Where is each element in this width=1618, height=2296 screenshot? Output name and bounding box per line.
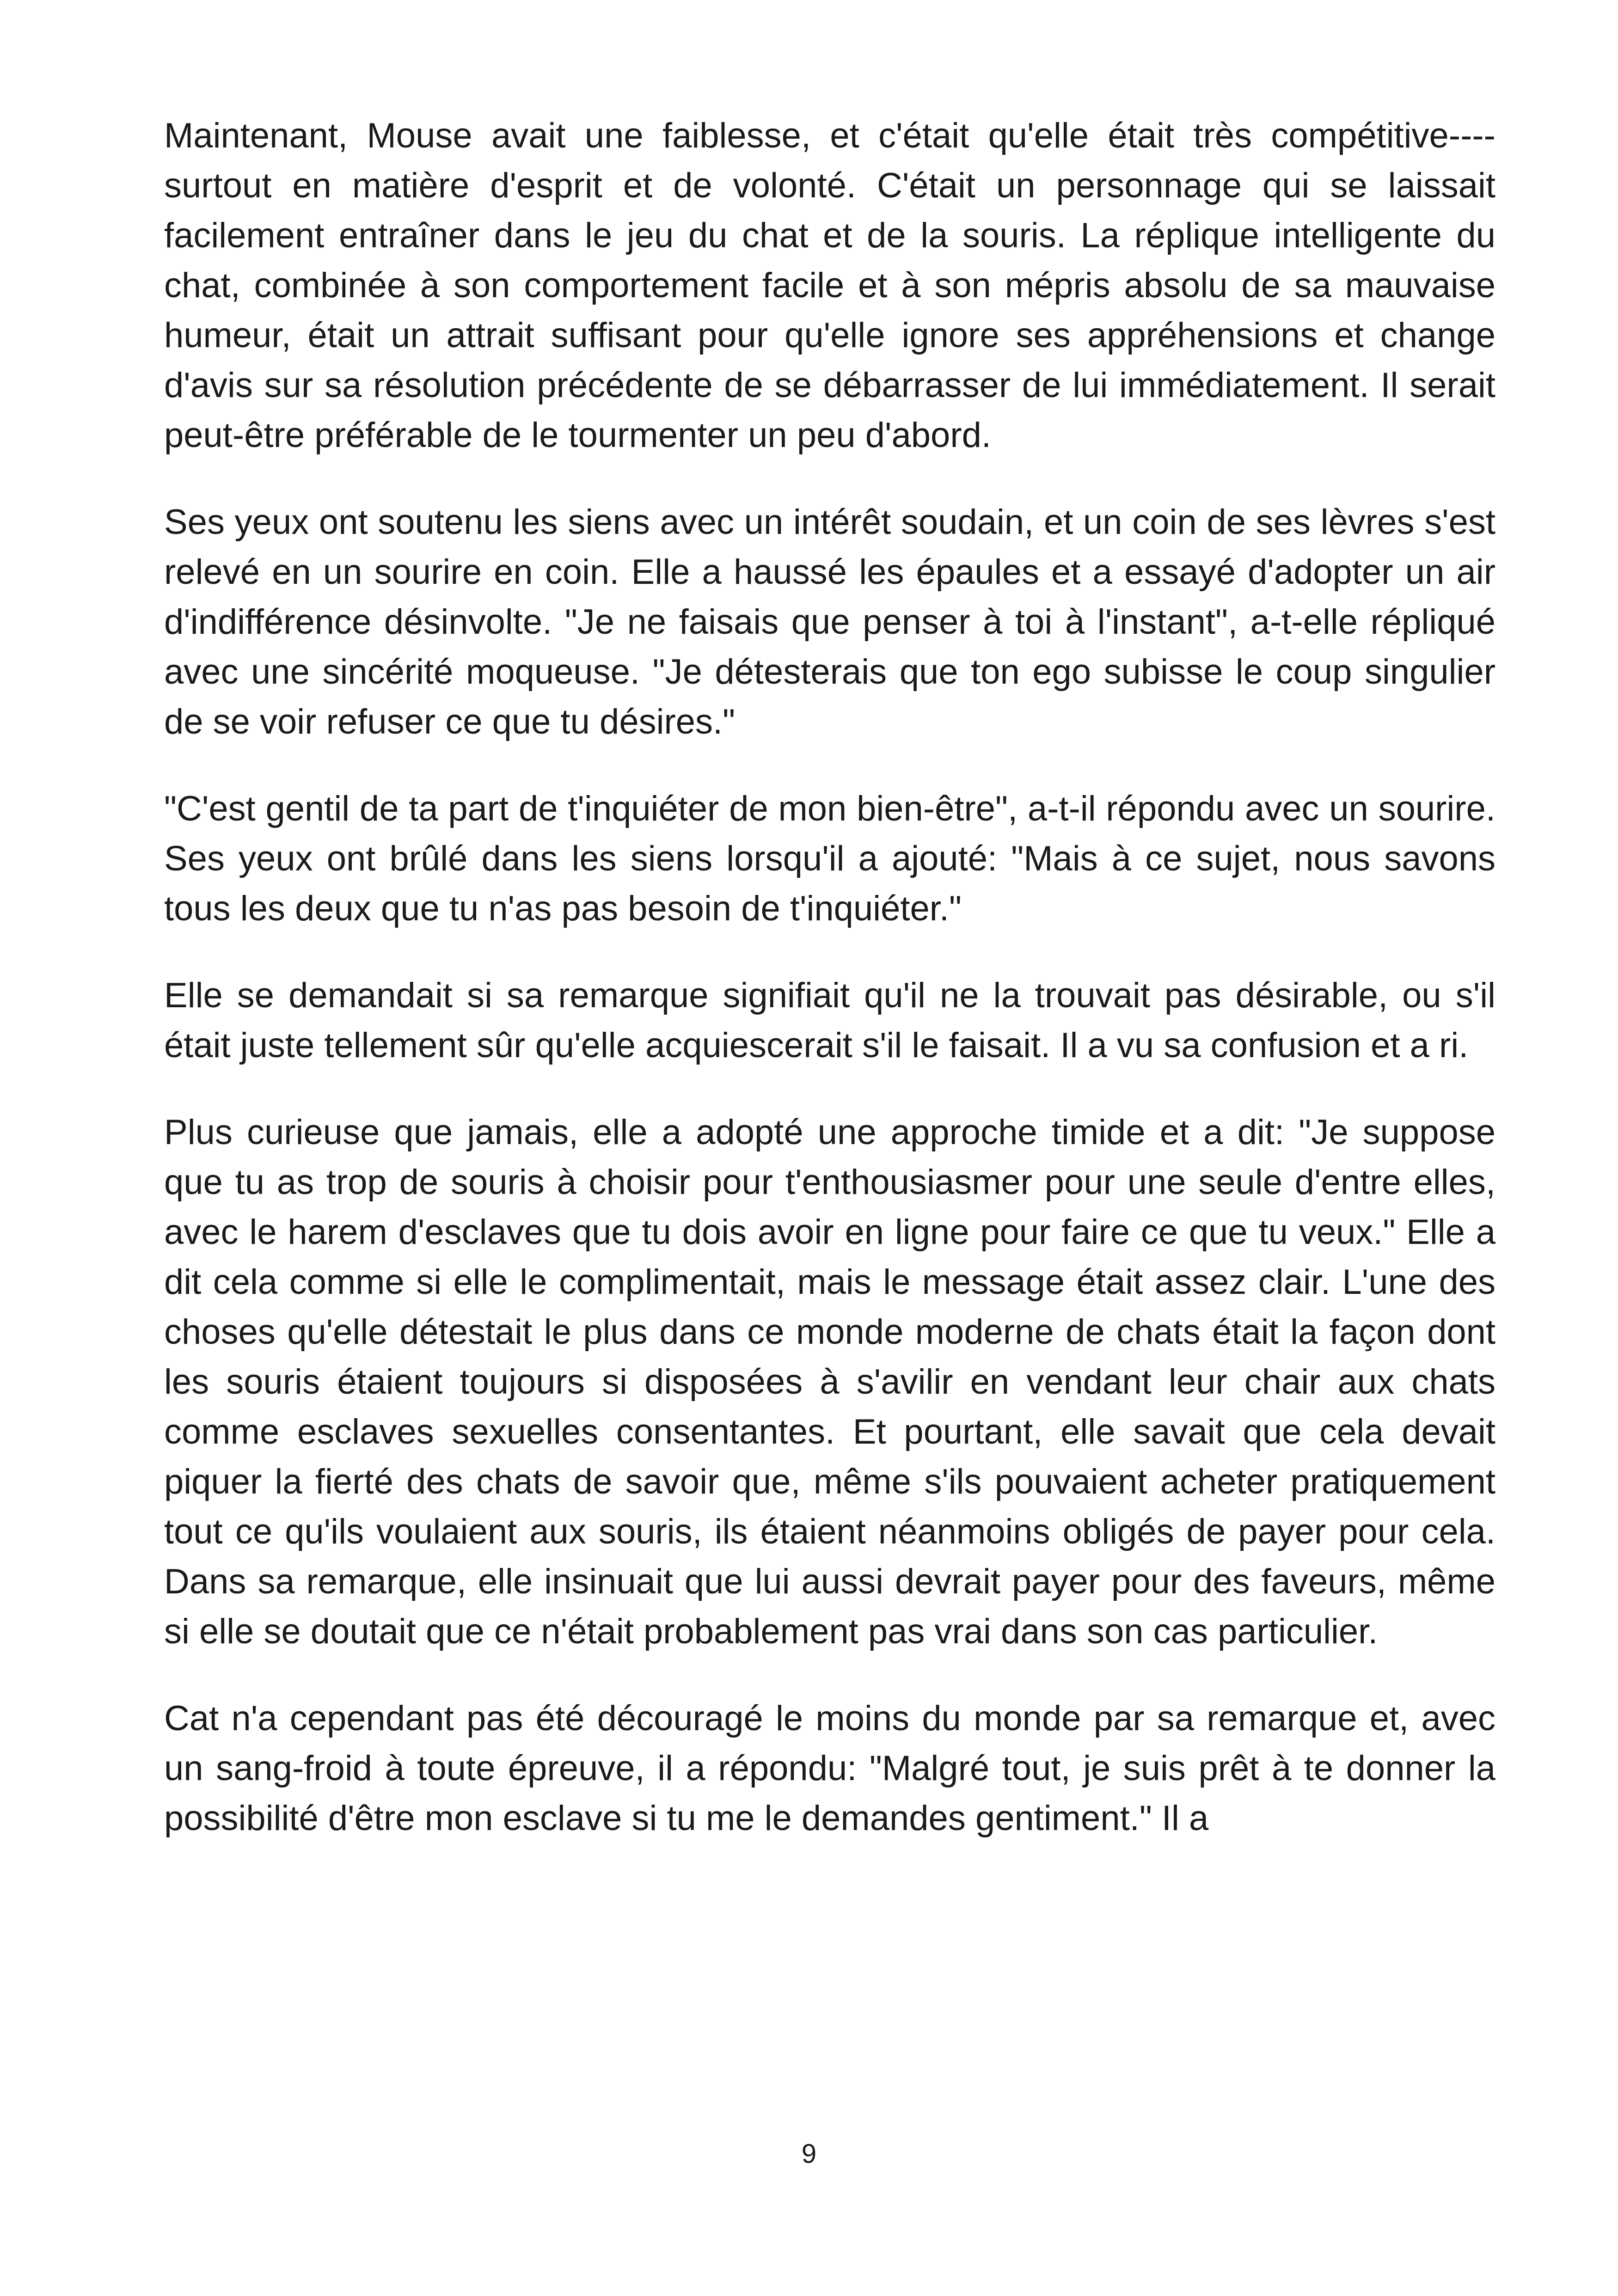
paragraph-4: Elle se demandait si sa remarque signifiait qu'il ne la trouvait pas désirable, ou s'il était juste tellement sûr qu'elle acquiescerait s'il le faisait. Il a vu sa confusion et a ri. (164, 976, 1495, 1065)
paragraph-3: "C'est gentil de ta part de t'inquiéter de mon bien-être", a-t-il répondu avec un sourire. Ses yeux ont brûlé dans les siens lorsqu'il a ajouté: "Mais à ce sujet, nous savons tous les deux que tu n'as pas besoin de t'inquiéter." (164, 789, 1495, 928)
document-body (164, 111, 1495, 1880)
paragraph-1: Maintenant, Mouse avait une faiblesse, et c'était qu'elle était très compétitive----surtout en matière d'esprit et de volonté. C'était un personnage qui se laissait facilement entraîner dans le jeu du chat et de la souris. La réplique intelligente du chat, combinée à son comportement facile et à son mépris absolu de sa mauvaise humeur, était un attrait suffisant pour qu'elle ignore ses appréhensions et change d'avis sur sa résolution précédente de se débarrasser de lui immédiatement. Il serait peut-être préférable de le tourmenter un peu d'abord. (164, 116, 1495, 455)
paragraph-2: Ses yeux ont soutenu les siens avec un intérêt soudain, et un coin de ses lèvres s'est relevé en un sourire en coin. Elle a haussé les épaules et a essayé d'adopter un air d'indifférence désinvolte. "Je ne faisais que penser à toi à l'instant", a-t-elle répliqué avec une sincérité moqueuse. "Je détesterais que ton ego subisse le coup singulier de se voir refuser ce que tu désires." (164, 502, 1495, 741)
page-number: 9 (801, 2139, 817, 2169)
paragraph-6: Cat n'a cependant pas été découragé le moins du monde par sa remarque et, avec un sang-froid à toute épreuve, il a répondu: "Malgré tout, je suis prêt à te donner la possibilité d'être mon esclave si tu me le demandes gentiment." Il a (164, 1699, 1495, 1838)
paragraph-5: Plus curieuse que jamais, elle a adopté une approche timide et a dit: "Je suppose que tu as trop de souris à choisir pour t'enthousiasmer pour une seule d'entre elles, avec le harem d'esclaves que tu dois avoir en ligne pour faire ce que tu veux." Elle a dit cela comme si elle le complimentait, mais le message était assez clair. L'une des choses qu'elle détestait le plus dans ce monde moderne de chats était la façon dont les souris étaient toujours si disposées à s'avilir en vendant leur chair aux chats comme esclaves sexuelles consentantes. Et pourtant, elle savait que cela devait piquer la fierté des chats de savoir que, même s'ils pouvaient acheter pratiquement tout ce qu'ils voulaient aux souris, ils étaient néanmoins obligés de payer pour cela. Dans sa remarque, elle insinuait que lui aussi devrait payer pour des faveurs, même si elle se doutait que ce n'était probablement pas vrai dans son cas particulier. (164, 1113, 1495, 1651)
